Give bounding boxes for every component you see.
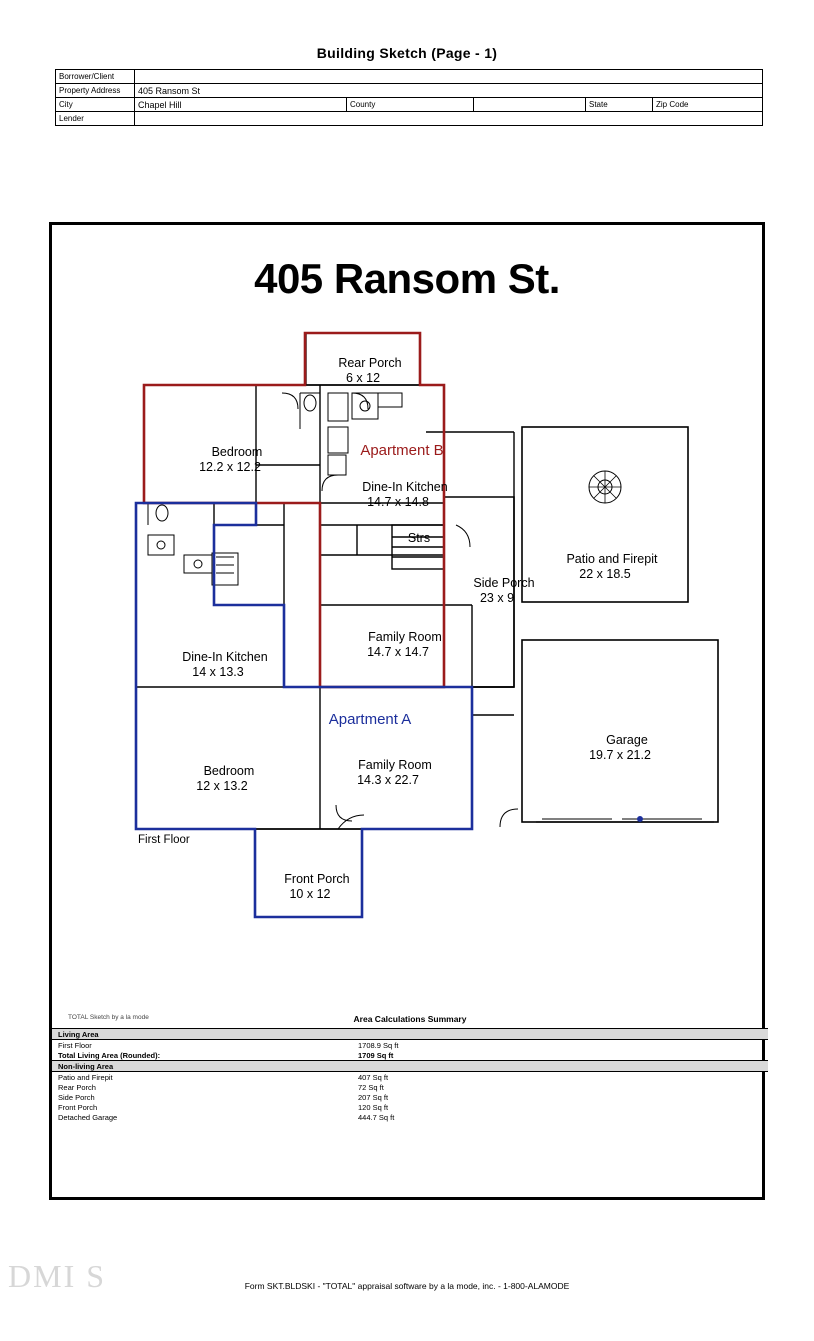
borrower-value: [135, 70, 763, 84]
state-label: State: [586, 98, 653, 112]
city-label: City: [56, 98, 135, 112]
room-label-front-porch: Front Porch 10 x 12: [284, 872, 350, 901]
room-label-dine-in-kitchen-a: Dine-In Kitchen 14 x 13.3: [182, 650, 268, 679]
table-row: First Floor 1708.9 Sq ft: [58, 1040, 399, 1050]
table-row: Patio and Firepit 407 Sq ft: [58, 1072, 389, 1082]
room-label-side-porch: Side Porch 23 x 9: [473, 576, 535, 605]
building-sketch-panel: [49, 222, 765, 1200]
city-value: Chapel Hill: [135, 98, 347, 112]
property-header-table: [55, 69, 763, 126]
room-label-bedroom-a: Bedroom 12 x 13.2: [196, 764, 255, 793]
apartment-a-outline: [136, 503, 472, 917]
floor-label: First Floor: [138, 834, 190, 846]
table-row: Total Living Area (Rounded): 1709 Sq ft: [58, 1050, 394, 1060]
lender-value: [135, 112, 763, 126]
table-row: [56, 84, 763, 98]
table-row: Detached Garage 444.7 Sq ft: [58, 1112, 395, 1122]
watermark: DMI S: [8, 1258, 107, 1294]
borrower-label: Borrower/Client: [56, 70, 135, 84]
table-row: [56, 98, 763, 112]
room-label-bedroom-b: Bedroom 12.2 x 12.2: [199, 445, 263, 474]
apartment-a-label: Apartment A: [328, 711, 412, 728]
table-row: [56, 112, 763, 126]
area-calculations-title: Area Calculations Summary: [353, 1014, 467, 1024]
room-label-patio-and-firepit: Patio and Firepit 22 x 18.5: [566, 552, 658, 581]
apartment-b-label: Apartment B: [360, 442, 444, 459]
room-label-family-room-a: Family Room 14.3 x 22.7: [357, 758, 432, 787]
room-label-garage: Garage 19.7 x 21.2: [589, 733, 651, 762]
table-row: Rear Porch 72 Sq ft: [58, 1082, 384, 1092]
section-heading-living-area: Living Area: [52, 1028, 768, 1040]
room-label-family-room-b: Family Room 14.7 x 14.7: [367, 630, 442, 659]
property-address-value: 405 Ransom St: [135, 84, 763, 98]
room-label-rear-porch: Rear Porch 6 x 12: [338, 356, 402, 385]
property-address-label: Property Address: [56, 84, 135, 98]
zip-code-label: Zip Code: [653, 98, 763, 112]
sketch-title: 405 Ransom St.: [254, 255, 560, 302]
table-row: Side Porch 207 Sq ft: [58, 1092, 389, 1102]
footer-form-text: Form SKT.BLDSKI - "TOTAL" appraisal software by a la mode, inc. - 1-800-ALAMODE: [244, 1281, 570, 1291]
table-row: Front Porch 120 Sq ft: [58, 1102, 389, 1112]
county-value: [474, 98, 586, 112]
lender-label: Lender: [56, 112, 135, 126]
county-label: County: [347, 98, 474, 112]
table-row: [56, 70, 763, 84]
room-label-dine-in-kitchen-b: Dine-In Kitchen 14.7 x 14.8: [362, 480, 448, 509]
page-title: Building Sketch (Page - 1): [316, 45, 498, 61]
area-calculations-table: [52, 1028, 768, 1122]
sketch-credit: TOTAL Sketch by a la mode: [68, 1014, 149, 1021]
room-label-stairs: Strs: [407, 531, 431, 545]
section-heading-non-living-area: Non-living Area: [52, 1060, 768, 1072]
